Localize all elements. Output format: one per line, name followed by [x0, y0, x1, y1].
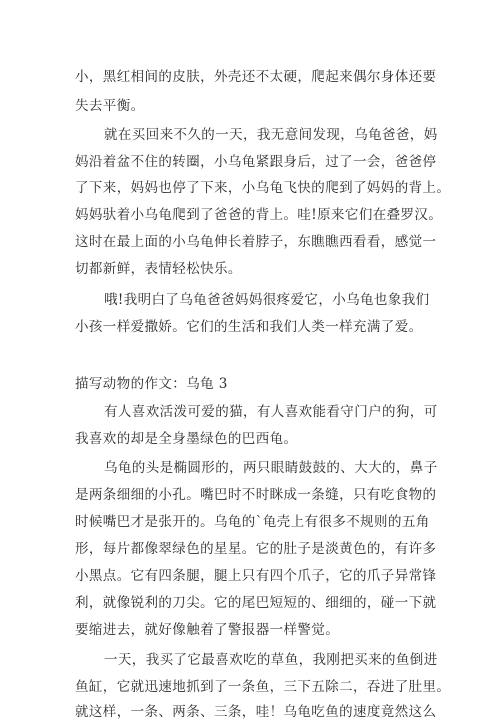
text-line: 就在买回来不久的一天，我无意间发现，乌龟爸爸，妈	[104, 127, 438, 143]
text-line: 妈沿着盆不住的转圈，小乌龟紧跟身后，过了一会，爸爸停	[75, 154, 437, 170]
text-line: 就这样，一条、两条、三条，哇！乌龟吃鱼的速度竟然这么	[75, 704, 437, 720]
text-line: 利，就像锐利的刀尖。它的尾巴短短的、细细的，碰一下就	[75, 595, 437, 611]
text-line: 哦!我明白了乌龟爸爸妈妈很疼爱它，小乌龟也象我们	[104, 292, 430, 308]
text-line: 小孩一样爱撒娇。它们的生活和我们人类一样充满了爱。	[75, 319, 423, 335]
text-line: 妈妈驮着小乌龟爬到了爸爸的背上。哇!原来它们在叠罗汉。	[75, 207, 443, 223]
text-line: 失去平衡。	[75, 98, 145, 114]
text-line: 乌龟的头是椭圆形的，两只眼睛鼓鼓的、大大的，鼻子	[104, 460, 438, 476]
text-line: 要缩进去，就好像触着了警报器一样警觉。	[75, 622, 340, 638]
text-line: 一天，我买了它最喜欢吃的草鱼，我刚把买来的鱼倒进	[104, 652, 438, 668]
text-line: 小黑点。它有四条腿，腿上只有四个爪子，它的爪子异常锋	[75, 568, 437, 584]
text-line: 有人喜欢活泼可爱的猫，有人喜欢能看守门户的狗，可	[104, 404, 438, 420]
text-line: 是两条细细的小孔。嘴巴时不时眯成一条缝，只有吃食物的	[75, 487, 437, 503]
text-line: 鱼缸，它就迅速地抓到了一条鱼，三下五除二，吞进了肚里。	[75, 679, 451, 695]
text-line: 了下来，妈妈也停了下来，小乌龟飞快的爬到了妈妈的背上。	[75, 180, 451, 196]
text-line: 时候嘴巴才是张开的。乌龟的`龟壳上有很多不规则的五角	[75, 514, 430, 530]
text-line: 小，黑红相间的皮肤，外壳还不太硬，爬起来偶尔身体还要	[75, 69, 437, 85]
text-line: 切都新鲜，表情轻松快乐。	[75, 261, 242, 277]
text-line: 形，每片都像翠绿色的星星。它的肚子是淡黄色的，有许多	[75, 541, 437, 557]
text-line: 这时在最上面的小乌龟伸长着脖子，东瞧瞧西看看，感觉一	[75, 234, 437, 250]
text-line: 我喜欢的却是全身墨绿色的巴西龟。	[75, 431, 298, 447]
section-heading: 描写动物的作文：乌龟 3	[75, 376, 228, 392]
